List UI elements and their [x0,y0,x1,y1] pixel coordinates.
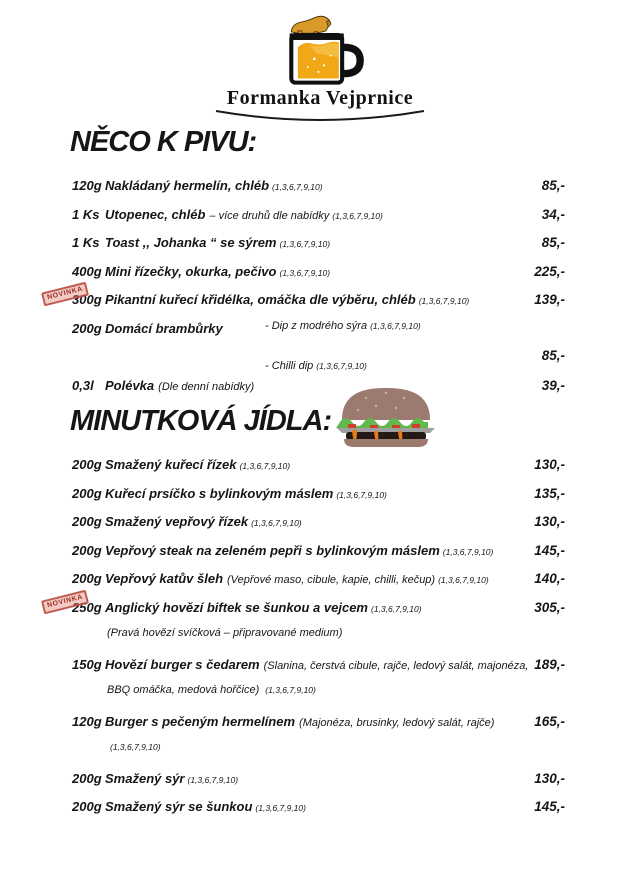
item-quantity: 250g [72,599,102,615]
item-allergens: (1,3,6,7,9,10) [370,603,422,614]
item-quantity: 300g [72,292,102,307]
item-allergens: (1,3,6,7,9,10) [418,296,470,306]
menu-item-row [72,348,565,372]
item-description: (Majonéza, brusinky, ledový salát, rajče) [299,716,495,729]
menu-item-row [72,377,565,393]
item-description: – více druhů dle nabídky [209,209,330,222]
item-name: Smažený vepřový řízek [105,514,249,529]
menu-item-row [72,713,565,729]
item-body [105,599,513,617]
item-body [105,263,513,281]
item-quantity: 200g [72,542,102,558]
menu-item-row [72,320,565,336]
menu-item-row [72,570,565,586]
item-name: Pikantní kuřecí křidélka, omáčka dle výběru, chléb [105,292,416,307]
item-name: Hovězí burger s čedarem [105,656,260,672]
item-body [105,177,513,195]
item-price: 139,- [534,292,565,307]
item-quantity: 120g [72,713,102,729]
item-quantity: 200g [72,571,102,586]
item-quantity: 200g [72,320,102,336]
item-allergens: (1,3,6,7,9,10) [438,575,489,585]
novinka-stamp: NOVINKA [41,282,89,307]
item-description: (Slanina, čerstvá cibule, rajče, ledový salát, majonéza, [263,659,529,672]
item-body [105,570,513,588]
item-name: Toast ,, Johanka “ se sýrem [105,235,277,250]
item-note-text: BBQ omáčka, medová hořčice) [107,684,263,696]
item-price: 39,- [541,377,565,393]
menu-item-row [72,656,565,672]
item-price: 34,- [541,206,565,222]
item-price: 130,- [534,457,565,472]
item-description: (Dle denní nabídky) [158,380,255,393]
item-body [105,713,513,731]
menu-item-row [72,206,565,222]
item-dip-option: - Dip z modrého sýra (1,3,6,7,9,10) [265,319,421,332]
item-quantity: 200g [72,770,102,786]
item-body [105,485,513,503]
item-body [105,513,513,531]
item-price: 130,- [534,770,565,786]
item-name: Burger s pečeným hermelínem [105,713,296,729]
item-name: Smažený kuřecí řízek [105,457,237,472]
section-heading: MINUTKOVÁ JÍDLA: [70,405,332,437]
restaurant-logo [0,8,640,125]
item-name: Vepřový steak na zeleném pepři s bylinkovým máslem [105,542,440,558]
item-note [107,741,565,757]
item-name: Smažený sýr [105,770,185,786]
item-body [105,377,513,395]
item-name: Anglický hovězí biftek se šunkou a vejcem [105,599,368,615]
item-allergens: (1,3,6,7,9,10) [442,546,494,557]
item-quantity: 1 Ks [72,206,100,222]
menu-item-row [72,770,565,786]
item-body [105,206,513,224]
item-price: 140,- [534,571,565,586]
item-price: 305,- [534,599,565,615]
item-price: 85,- [541,348,565,363]
novinka-stamp: NOVINKA [41,589,89,614]
item-note-text: (Pravá hovězí svíčková – připravované medium) [107,627,343,639]
item-dip-allergens: (1,3,6,7,9,10) [316,361,367,371]
item-quantity: 150g [72,656,102,672]
menu-item-row [72,485,565,501]
item-quantity: 0,3l [72,377,94,393]
item-note-allergens: (1,3,6,7,9,10) [265,685,316,695]
restaurant-name: Formanka Vejprnice [226,87,414,109]
item-body [105,542,513,560]
item-price: 135,- [534,485,565,501]
item-name: Nakládaný hermelín, chléb [105,178,270,193]
beer-mug-icon [255,8,385,90]
item-name: Utopenec, chléb [105,206,206,222]
item-name: Domácí brambůrky [105,320,223,336]
item-price: 145,- [534,799,565,814]
menu-item-row [46,285,565,307]
item-dip-option: - Chilli dip (1,3,6,7,9,10) [265,360,367,372]
item-allergens: (1,3,6,7,9,10) [187,774,239,785]
menu-item-row [72,542,565,558]
item-price: 145,- [534,542,565,558]
item-quantity: 200g [72,457,102,472]
menu-item-row [72,513,565,529]
item-name: Vepřový katův šleh [105,571,224,586]
item-allergens: (1,3,6,7,9,10) [279,239,331,249]
menu-item-row [72,234,565,250]
item-quantity: 400g [72,263,102,279]
item-body [105,291,513,309]
item-allergens: (1,3,6,7,9,10) [336,489,387,500]
menu-sections [46,118,565,827]
item-name: Kuřecí prsíčko s bylinkovým máslem [105,485,334,501]
item-allergens: (1,3,6,7,9,10) [332,210,383,221]
item-name: Polévka [105,377,155,393]
item-allergens: (1,3,6,7,9,10) [279,267,331,278]
item-name: Smažený sýr se šunkou [105,799,253,814]
item-body [105,234,513,252]
item-price: 225,- [534,263,565,279]
item-quantity: 200g [72,485,102,501]
item-body [105,770,513,788]
item-quantity: 1 Ks [72,235,100,250]
item-name: Mini řízečky, okurka, pečivo [105,263,277,279]
menu-item-row [72,177,565,193]
item-price: 85,- [541,178,565,193]
item-quantity: 120g [72,178,102,193]
item-body [105,656,529,674]
menu-item-row [72,456,565,472]
item-body [105,798,513,816]
section-heading: NĚCO K PIVU: [70,126,257,158]
item-allergens: (1,3,6,7,9,10) [251,518,302,528]
item-allergens: (1,3,6,7,9,10) [239,461,291,471]
burger-illustration [336,384,436,448]
item-price: 189,- [534,656,565,672]
menu-item-row [72,263,565,279]
item-allergens: (1,3,6,7,9,10) [272,182,323,192]
item-note-allergens: (1,3,6,7,9,10) [110,742,161,752]
item-description: (Vepřové maso, cibule, kapie, chilli, kečup) [227,574,436,586]
item-price: 85,- [541,235,565,250]
item-allergens: (1,3,6,7,9,10) [255,803,306,813]
item-price: 130,- [534,514,565,529]
item-body [105,320,513,338]
menu-item-row [72,798,565,814]
item-quantity: 200g [72,799,102,814]
item-note [107,627,565,643]
item-price: 165,- [534,713,565,729]
item-quantity: 200g [72,514,102,529]
item-dip-allergens: (1,3,6,7,9,10) [370,320,421,331]
menu-item-row [46,593,565,615]
item-note [107,684,565,700]
item-body [105,456,513,474]
